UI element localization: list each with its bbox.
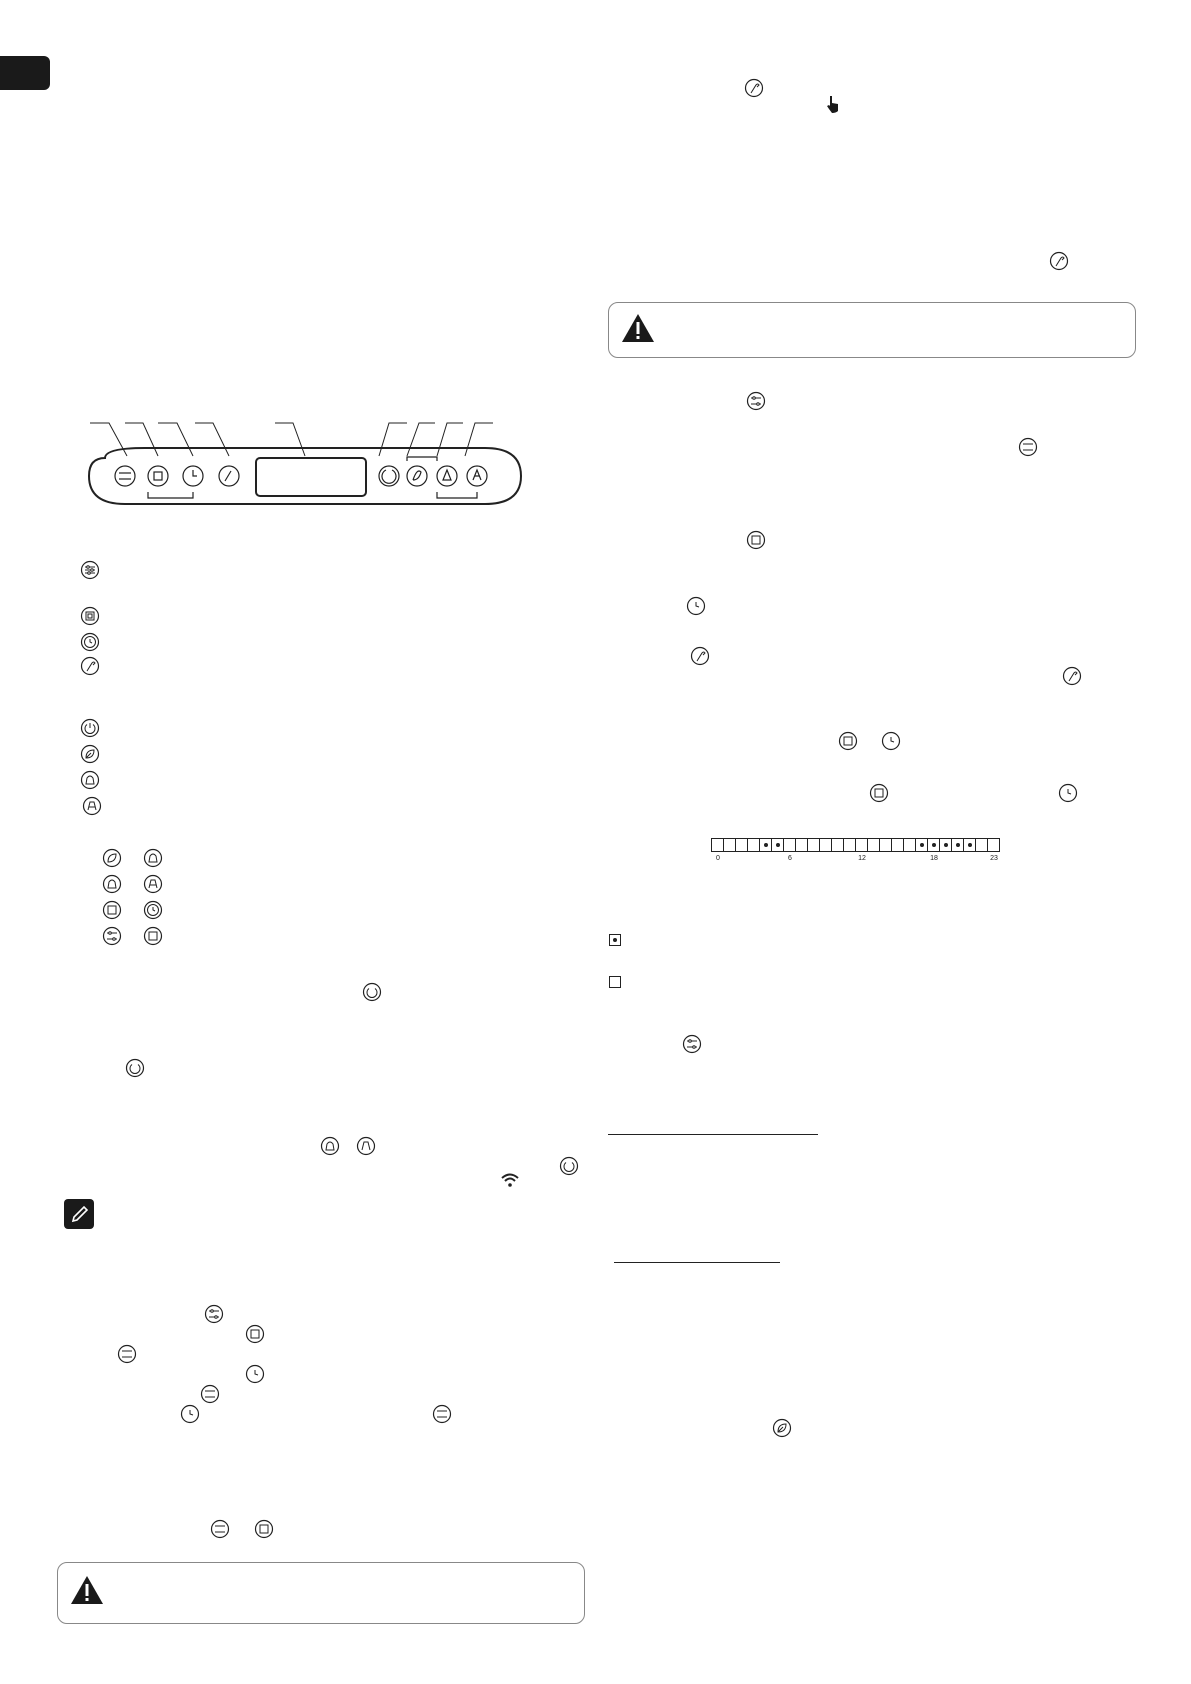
service-wrench-icon xyxy=(1062,666,1082,686)
program-square-icon xyxy=(869,783,889,803)
clock-icon xyxy=(180,1404,200,1424)
settings-sliders-icon xyxy=(102,926,122,946)
schedule-tick-label: 18 xyxy=(930,855,938,862)
settings-sliders-icon xyxy=(204,1304,224,1324)
eco-leaf-icon xyxy=(102,848,122,868)
clock-icon xyxy=(881,731,901,751)
settings-sliders-icon xyxy=(117,1344,137,1364)
boost-bell-icon xyxy=(82,796,102,816)
schedule-active-dot xyxy=(920,843,924,847)
boost-bell-icon xyxy=(143,874,163,894)
service-wrench-icon xyxy=(744,78,764,98)
alarm-bell-icon xyxy=(143,848,163,868)
section-underline xyxy=(608,1134,818,1135)
power-icon xyxy=(125,1058,145,1078)
hand-pointer-icon xyxy=(824,94,842,114)
service-wrench-icon xyxy=(80,656,100,676)
settings-sliders-icon xyxy=(80,560,100,580)
schedule-tick-label: 0 xyxy=(716,855,720,862)
settings-sliders-icon xyxy=(210,1519,230,1539)
control-panel-diagram xyxy=(85,418,525,508)
eco-leaf-icon xyxy=(80,744,100,764)
eco-leaf-icon xyxy=(772,1418,792,1438)
section-underline xyxy=(614,1262,780,1263)
schedule-strip xyxy=(712,838,1000,862)
settings-sliders-icon xyxy=(432,1404,452,1424)
schedule-active-dot xyxy=(932,843,936,847)
program-square-icon xyxy=(143,926,163,946)
program-square-icon xyxy=(245,1324,265,1344)
warning-triangle-icon xyxy=(70,1575,104,1605)
settings-sliders-icon xyxy=(746,391,766,411)
settings-sliders-icon xyxy=(682,1034,702,1054)
schedule-active-dot xyxy=(956,843,960,847)
schedule-active-dot xyxy=(944,843,948,847)
program-square-icon xyxy=(746,530,766,550)
schedule-hour-cell xyxy=(987,838,1000,852)
power-icon xyxy=(362,982,382,1002)
power-icon xyxy=(80,718,100,738)
legend-active-box xyxy=(609,934,621,946)
warning-box-right xyxy=(608,302,1136,358)
warning-triangle-icon xyxy=(621,313,655,343)
clock-icon xyxy=(143,900,163,920)
schedule-tick-label: 12 xyxy=(858,855,866,862)
settings-sliders-icon xyxy=(200,1384,220,1404)
clock-icon xyxy=(1058,783,1078,803)
clock-icon xyxy=(245,1364,265,1384)
language-tab xyxy=(0,56,50,90)
warning-box-left xyxy=(57,1562,585,1624)
clock-icon xyxy=(686,596,706,616)
legend-inactive-box xyxy=(609,976,621,988)
program-square-icon xyxy=(254,1519,274,1539)
wifi-icon xyxy=(500,1172,520,1188)
service-wrench-icon xyxy=(1049,251,1069,271)
program-square-icon xyxy=(80,606,100,626)
alarm-bell-icon xyxy=(80,770,100,790)
service-wrench-icon xyxy=(690,646,710,666)
schedule-active-dot xyxy=(968,843,972,847)
boost-bell-icon xyxy=(356,1136,376,1156)
settings-sliders-icon xyxy=(1018,437,1038,457)
clock-icon xyxy=(80,632,100,652)
power-icon xyxy=(559,1156,579,1176)
schedule-tick-label: 6 xyxy=(788,855,792,862)
schedule-tick-label: 23 xyxy=(990,855,998,862)
schedule-active-dot xyxy=(764,843,768,847)
alarm-bell-icon xyxy=(102,874,122,894)
note-pencil-icon xyxy=(64,1199,94,1229)
alarm-bell-icon xyxy=(320,1136,340,1156)
schedule-active-dot xyxy=(776,843,780,847)
program-square-icon xyxy=(102,900,122,920)
program-square-icon xyxy=(838,731,858,751)
